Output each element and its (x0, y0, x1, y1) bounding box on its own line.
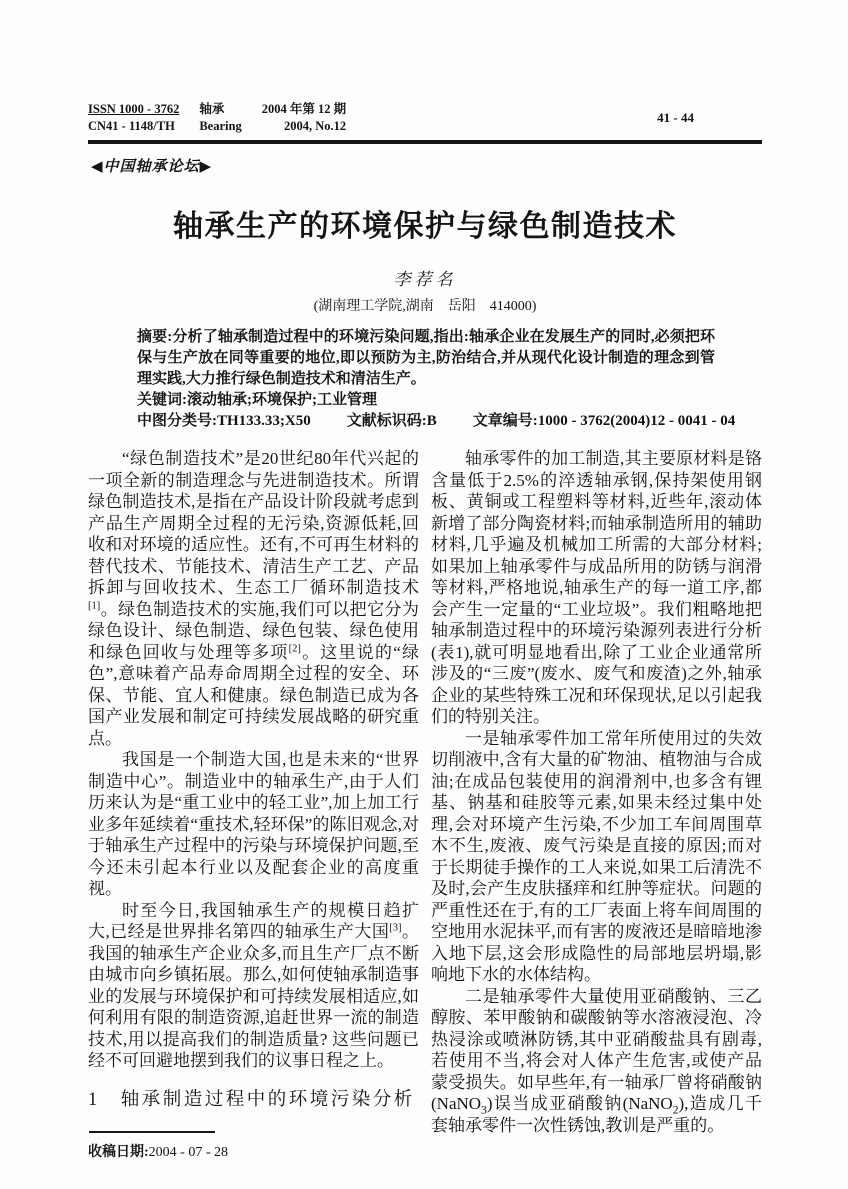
body-paragraph: 二是轴承零件大量使用亚硝酸钠、三乙醇胺、苯甲酸钠和碳酸钠等水溶液浸泡、冷热浸涂或喷淋防锈,其中亚硝酸盐具有剧毒,若使用不当,将会对人体产生危害,或使产品蒙受损失。如早些年,有一轴承厂曾将硝酸钠(NaNO$_3$)误当成亚硝酸钠(NaNO$_2$),造成几千套轴承零件一次性锈蚀,教训是严重的。 (431, 986, 762, 1135)
doc-code-item (347, 411, 437, 432)
keywords-line (137, 390, 715, 411)
right-column (431, 448, 762, 1164)
left-column (88, 448, 419, 1164)
journal-name-cn: 轴承 (199, 102, 225, 116)
journal-header (88, 101, 762, 135)
body-paragraph: 时至今日,我国轴承生产的规模日趋扩大,已经是世界排名第四的轴承生产大国[3]。我国的轴承生产企业众多,而且生产厂点不断由城市向乡镇拓展。那么,如何使轴承制造事业的发展与环境保护和可持续发展相适应,如何利用有限的制造资源,追赶世界一流的制造技术,用以提高我们的制造质量? 这些问题已经不可回避地摆到我们的议事日程之上。 (88, 900, 420, 1070)
body-paragraph: 我国是一个制造大国,也是未来的“世界制造中心”。制造业中的轴承生产,由于人们历来认为是“重工业中的轻工业”,加上加工行业多年延续着“重技术,轻环保”的陈旧观念,对于轴承生产过程中的污染与环境保护问题,至今还未引起本行业以及配套企业的高度重视。 (88, 750, 419, 898)
forum-label: ◀中国轴承论坛▶ (91, 159, 213, 175)
article-title: 轴承生产的环境保护与绿色制造技术 (173, 210, 677, 243)
issue-cn: 2004 年第 12 期 (261, 102, 347, 116)
body-paragraph: 一是轴承零件加工常年所使用过的失效切削液中,含有大量的矿物油、植物油与合成油;在成品包装使用的润滑剂中,也多含有锂基、钠基和硅胶等元素,如果未经过集中处理,会对环境产生污染,不少加工车间周围草木不生,废液、废气污染是直接的原因;而对于长期徒手操作的工人来说,如果工后清洗不及时,会产生皮肤搔痒和红肿等症状。问题的严重性还在于,有的工厂表面上将车间周围的空地用水泥抹平,而有害的废液还是暗暗地渗入地下层,这会形成隐性的局部地层坍塌,影响地下水的水体结构。 (431, 728, 762, 984)
body-paragraph: 轴承零件的加工制造,其主要原材料是铬含量低于2.5%的淬透轴承钢,保持架使用钢板、黄铜或工程塑料等材料,近些年,滚动体新增了部分陶瓷材料;而轴承制造所用的辅助材料,几乎遍及机械加工所需的大部分材料;如果加上轴承零件与成品所用的防锈与润滑等材料,严格地说,轴承生产的每一道工序,都会产生一定量的“工业垃圾”。我们粗略地把轴承制造过程中的环境污染源列表进行分析(表1),就可明显地看出,除了工业企业通常所涉及的“三废”(废水、废气和废渣)之外,轴承企业的某些特殊工况和环保现状,足以引起我们的特别关注。 (431, 449, 762, 726)
body-columns (88, 448, 762, 1164)
clc-label: 中图分类号: (137, 413, 217, 429)
issue-en: 2004, No.12 (283, 119, 347, 133)
journal-ids (88, 101, 346, 135)
article-no-label: 文章编号: (472, 413, 538, 429)
received-date-footnote (88, 1131, 419, 1164)
doc-code-label: 文献标识码: (346, 413, 427, 429)
clc-value: TH133.33;X50 (217, 413, 311, 429)
cn-number: CN41 - 1148/TH (88, 119, 175, 133)
section-1-heading: 1 轴承制造过程中的环境污染分析 (88, 1089, 415, 1110)
footnote-rule (89, 1131, 215, 1133)
author-affiliation: (湖南理工学院,湖南 岳阳 414000) (313, 299, 537, 314)
keywords-text: 滚动轴承;环境保护;工业管理 (187, 392, 377, 408)
received-date-value: 2004 - 07 - 28 (148, 1145, 228, 1160)
abstract-label: 摘要: (137, 329, 173, 345)
journal-name-en: Bearing (199, 119, 242, 133)
abstract-block (137, 327, 736, 432)
received-date-label: 收稿日期: (88, 1145, 149, 1160)
keywords-label: 关键词: (137, 392, 187, 408)
article-author: 李荐名 (393, 270, 457, 289)
issn-number: ISSN 1000 - 3762 (88, 102, 180, 116)
classification-line (137, 411, 736, 432)
doc-code-value: B (426, 413, 437, 429)
received-date-line (88, 1142, 419, 1164)
abstract-text: 分析了轴承制造过程中的环境污染问题,指出:轴承企业在发展生产的同时,必须把环保与生产放在同等重要的地位,即以预防为主,防治结合,并从现代化设计制造的理念到管理实践,大力推行绿色制造技术和清洁生产。 (137, 329, 716, 387)
header-rule (88, 140, 762, 144)
journal-name-block (199, 101, 241, 135)
issn-cn-block (88, 101, 179, 135)
body-paragraph: “绿色制造技术”是20世纪80年代兴起的一项全新的制造理念与先进制造技术。所谓绿色制造技术,是指在产品设计阶段就考虑到产品生产周期全过程的无污染,资源低耗,回收和对环境的适应性。还有,不可再生材料的替代技术、节能技术、清洁生产工艺、产品拆卸与回收技术、生态工厂循环制造技术[1]。绿色制造技术的实施,我们可以把它分为绿色设计、绿色制造、绿色包装、绿色使用和绿色回收与处理等多项[2]。这里说的“绿色”,意味着产品寿命周期全过程的安全、环保、节能、宜人和健康。绿色制造已成为各国产业发展和制定可持续发展战略的研究重点。 (88, 449, 420, 748)
article-no-item (473, 411, 735, 432)
page-range: 41 - 44 (657, 110, 694, 125)
abstract-paragraph (137, 327, 715, 390)
journal-issue-block (262, 101, 346, 135)
clc-item (137, 411, 311, 432)
article-no-value: 1000 - 3762(2004)12 - 0041 - 04 (537, 413, 736, 429)
